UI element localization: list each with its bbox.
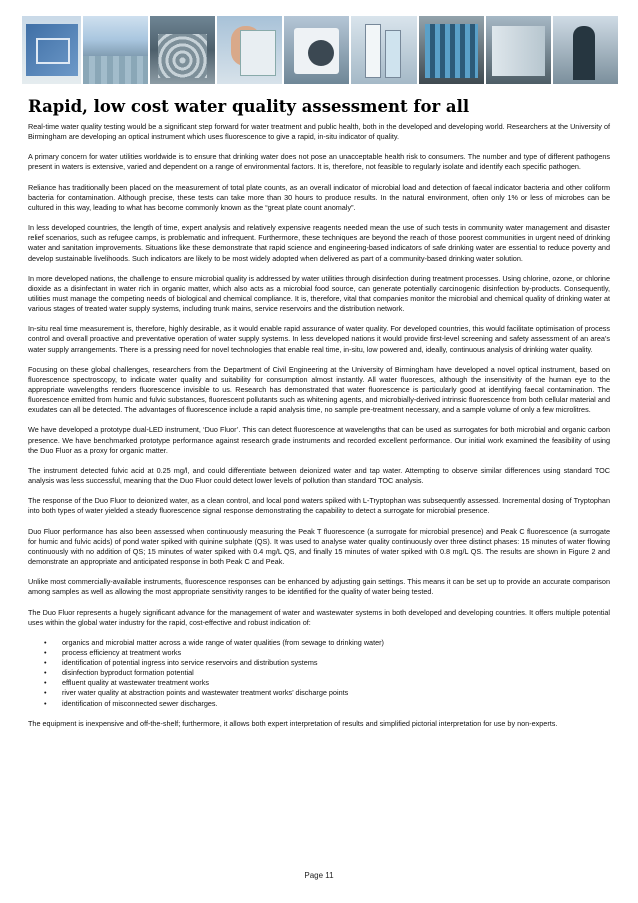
clarifier-tank-image [150, 16, 215, 84]
paragraph: Focusing on these global challenges, researchers from the Department of Civil Engineering at the University of Birmingham have developed a novel optical instrument, based on fluorescence spectroscopy, to indicate water quality and suitability for consumption almost instantly. All water fluoresces, although the insensitivity of the human eye to the appropriate wavelengths renders fluorescence invisible to us. Research has demonstrated that water fluorescence is particularly good at identifying faecal contamination. The fluorescence emitted from humic and fulvic substances, fluorescent pollutants such as whitening agents, and microbially-derived intrinsic fluorescence from both cellular material and exudates can all be detected. The advantages of fluorescence include a rapid analysis time, no sample pre-treatment necessary, and a sample volume of only a few microlitres. [28, 364, 610, 415]
uses-bullet-list [28, 638, 610, 709]
paragraph: Duo Fluor performance has also been assessed when continuously measuring the Peak T fluorescence (a surrogate for microbial presence) and Peak C fluorescence (a surrogate for humic and fulvic acids) of pond water spiked with quinine sulphate (QS). It was used to analyse water quality continuously over three distinct phases: 15 minutes of water flowing continuously with no addition of QS; 15 minutes of water spiked with 0.4 mg/L QS, and finally 15 minutes of water spiked with 0.8 mg/L QS. The results are shown in Figure 2 and demonstrate an appropriate and anticipated response in both Peak C and Peak. [28, 526, 610, 566]
field-worker-image [553, 16, 618, 84]
list-item: • effluent quality at wastewater treatment works [48, 678, 610, 688]
article-body [28, 122, 610, 739]
paragraph: The Duo Fluor represents a hugely significant advance for the management of water and wastewater systems in both developed and developing countries. It offers multiple potential uses within the global water industry for the rapid, cost-effective and robust indication of: [28, 607, 610, 627]
closing-paragraph: The equipment is inexpensive and off-the-shelf; furthermore, it allows both expert interpretation of results and simplified pictorial interpretation for use by non-experts. [28, 718, 558, 728]
water-treatment-channels-image [83, 16, 148, 84]
list-item: • process efficiency at treatment works [48, 648, 610, 658]
list-item: • organics and microbial matter across a wide range of water qualities (from sewage to drinking water) [48, 638, 610, 648]
list-item: • disinfection byproduct formation potential [48, 668, 610, 678]
paragraph: Reliance has traditionally been placed on the measurement of total plate counts, as an overall indicator of microbial load and detection of faecal indicator bacteria and other coliform bacteria for contamination. Although precise, these tests can take more than 30 hours to produce results. In the natural environment, often only 1% or less of microbes can be cultured in this way, leading to what has become commonly known as the “great plate count anomaly”. [28, 182, 610, 212]
paragraph: In-situ real time measurement is, therefore, highly desirable, as it would enable rapid assurance of water quality. For developed countries, this would facilitate optimisation of process control and overall proactive and preventative operation of water supply systems. In less developed nations it would provide first-level screening and safety assessment of an area’s water supply arrangements. There is a pressing need for novel technologies that enable real time, in-situ, low powered and, ideally, continuous analysis of drinking water quality. [28, 324, 610, 354]
paragraph: The instrument detected fulvic acid at 0.25 mg/l, and could differentiate between deionized water and tap water. Attempting to observe similar differences using standard TOC analysis was less successful, meaning that the Duo Fluor could detect lower levels of pollution than standard TOC analysis. [28, 465, 610, 486]
list-item: • identification of misconnected sewer discharges. [48, 699, 610, 709]
duo-fluor-instrument-image [284, 16, 349, 84]
treatment-plant-pipework-image [419, 16, 484, 84]
researcher-with-instrument-image [217, 16, 282, 84]
header-photo-banner [22, 16, 618, 84]
paragraph: Unlike most commercially-available instruments, fluorescence responses can be enhanced by adjusting gain settings. This means it can be set up to provide an accurate comparison among samples as well as allowing the most appropriate sensitivity ranges to be identified for the quality of water being tested. [28, 577, 610, 597]
paragraph: Real-time water quality testing would be a significant step forward for water treatment and public health, both in the developed and developing world. Researchers at the University of Birmingham are developing an optical instrument which uses fluorescence to give a rapid, in-situ indicator of quality. [28, 122, 610, 142]
page-number: Page 11 [304, 871, 334, 880]
laboratory-image [486, 16, 551, 84]
article-title: Rapid, low cost water quality assessment for all [28, 97, 470, 116]
list-item: • identification of potential ingress into service reservoirs and distribution systems [48, 658, 610, 668]
water-utility-logo-image [22, 16, 81, 84]
paragraph: In less developed countries, the length of time, expert analysis and relatively expensive reagents needed mean the use of such tests in community water management and disaster relief scenarios, such as refugee camps, is problematic and infrequent. Furthermore, these techniques are beyond the reach of those poorest communities in urgent need of drinking water and sanitation improvements. Situations like these demonstrate that rapid science and engineering-based indicators of safe drinking water are essential to reduce poverty and develop sustainable livelihoods. Such indicators are likely to be most widely adopted when delivered as part of a community-based drinking water solution. [28, 223, 610, 263]
paragraph: A primary concern for water utilities worldwide is to ensure that drinking water does not pose an unacceptable health risk to consumers. The number and type of different pathogens present in waters is extensive, varied and dependent on a range of environmental factors. It is, therefore, not feasible to regularly isolate and identify each specific pathogen. [28, 152, 610, 172]
paragraph: We have developed a prototype dual-LED instrument, ‘Duo Fluor’. This can detect fluorescence at wavelengths that can be used as surrogates for both microbial and organic carbon presence. We have benchmarked prototype performance against research grade instruments and recorded excellent performance. Our initial work examined the feasibility of using the Duo Fluor as a proxy for organic matter. [28, 425, 610, 455]
paragraph: In more developed nations, the challenge to ensure microbial quality is addressed by water utilities through disinfection during treatment processes. Using chlorine, ozone, or chlorine dioxide as a disinfectant in water rich in organic matter, which also acts as a microbial food source, can generate potentially carcinogenic disinfection by-products. Consequently, utilities must manage the competing needs of biological and chemical compliance. It is, therefore, vital that companies monitor the microbial and chemical quality of drinking water at various stages of treated water supply systems, including trunk mains, service reservoirs and the distribution network. [28, 273, 610, 314]
list-item: • river water quality at abstraction points and wastewater treatment works’ discharge points [48, 688, 610, 698]
water-sample-bottles-image [351, 16, 416, 84]
paragraph: The response of the Duo Fluor to deionized water, as a clean control, and local pond waters spiked with L-Tryptophan was subsequently assessed. Incremental dosing of Tryptophan into both types of water yielded a steady fluorescence signal response demonstrating the capability to detect a surrogate for microbial presence. [28, 496, 610, 516]
